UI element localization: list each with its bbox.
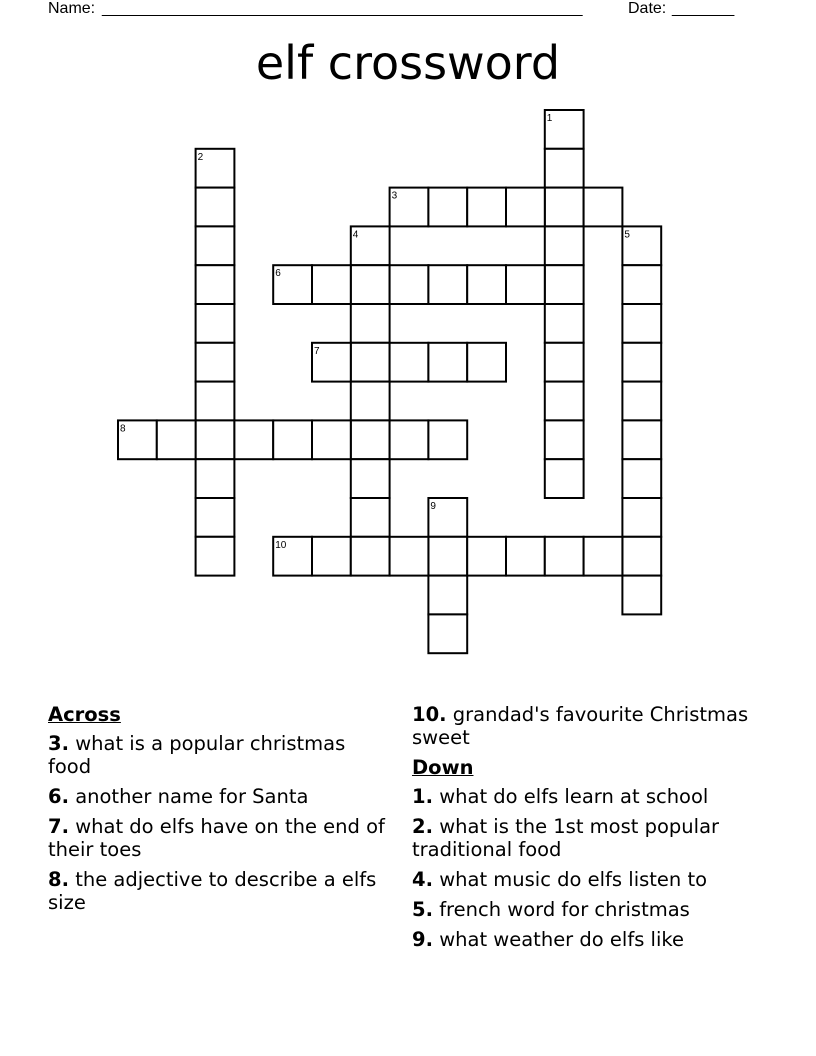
grid-cell[interactable] xyxy=(622,498,661,537)
grid-cell[interactable] xyxy=(196,420,235,459)
clue-number: 10. xyxy=(412,703,447,726)
clue-number: 5. xyxy=(412,898,433,921)
grid-cell[interactable] xyxy=(196,498,235,537)
grid-cell[interactable] xyxy=(584,188,623,227)
grid-cell[interactable] xyxy=(545,343,584,382)
grid-cell[interactable] xyxy=(545,420,584,459)
grid-cell[interactable] xyxy=(234,420,273,459)
grid-cell[interactable] xyxy=(622,576,661,615)
grid-cell[interactable] xyxy=(196,343,235,382)
date-line: _______ xyxy=(672,0,735,17)
grid-cell[interactable] xyxy=(428,343,467,382)
clue-text: what is the 1st most popular traditional food xyxy=(412,815,720,861)
grid-cell[interactable] xyxy=(545,537,584,576)
grid-cell[interactable] xyxy=(351,343,390,382)
grid-cell[interactable] xyxy=(545,149,584,188)
name-line: ______________________________________________________ xyxy=(102,0,583,17)
grid-cell[interactable] xyxy=(273,420,312,459)
grid-cell[interactable] xyxy=(312,420,351,459)
grid-cell[interactable] xyxy=(196,459,235,498)
clue-number: 6. xyxy=(48,785,69,808)
cell-number: 3 xyxy=(391,190,398,202)
clue-text: what do elfs have on the end of their toes xyxy=(48,815,385,861)
grid-cell[interactable] xyxy=(351,304,390,343)
grid-cell[interactable] xyxy=(390,420,429,459)
grid-cell[interactable] xyxy=(584,537,623,576)
grid-cell[interactable] xyxy=(351,420,390,459)
grid-cell[interactable] xyxy=(622,382,661,421)
clue-down-9 xyxy=(412,928,772,951)
grid-cell[interactable] xyxy=(622,537,661,576)
clue-down-4 xyxy=(412,868,772,891)
cell-number: 10 xyxy=(275,539,287,551)
cell-number: 6 xyxy=(275,268,281,280)
grid-cell[interactable] xyxy=(545,226,584,265)
clue-text: what do elfs learn at school xyxy=(439,785,709,808)
page-title: elf crossword xyxy=(255,36,561,90)
grid-cell[interactable] xyxy=(157,420,196,459)
grid-cell[interactable] xyxy=(351,382,390,421)
clue-text: another name for Santa xyxy=(75,785,309,808)
cell-number: 4 xyxy=(352,229,359,241)
grid-cell[interactable] xyxy=(506,537,545,576)
grid-cell[interactable] xyxy=(428,265,467,304)
cell-number: 7 xyxy=(314,345,320,357)
across-heading: Across xyxy=(48,703,121,726)
clue-text: grandad's favourite Christmas sweet xyxy=(412,703,749,749)
clue-across-7 xyxy=(48,815,388,861)
clue-text: french word for christmas xyxy=(439,898,690,921)
clue-text: what is a popular christmas food xyxy=(48,732,346,778)
grid-cell[interactable] xyxy=(467,343,506,382)
grid-cell[interactable] xyxy=(196,304,235,343)
grid-cell[interactable] xyxy=(351,537,390,576)
clue-number: 1. xyxy=(412,785,433,808)
clue-number: 8. xyxy=(48,868,69,891)
clue-number: 7. xyxy=(48,815,69,838)
grid-cell[interactable] xyxy=(545,265,584,304)
clue-number: 4. xyxy=(412,868,433,891)
grid-cell[interactable] xyxy=(351,498,390,537)
clue-across-3 xyxy=(48,732,388,778)
clue-number: 2. xyxy=(412,815,433,838)
grid-cell[interactable] xyxy=(312,265,351,304)
cell-number: 2 xyxy=(197,151,204,163)
grid-cell[interactable] xyxy=(506,265,545,304)
clue-down-2 xyxy=(412,815,772,861)
grid-cell[interactable] xyxy=(196,226,235,265)
clue-down-5 xyxy=(412,898,772,921)
down-heading: Down xyxy=(412,756,474,779)
clue-number: 3. xyxy=(48,732,69,755)
clue-column-right xyxy=(412,703,772,958)
grid-cell[interactable] xyxy=(428,576,467,615)
cell-number: 8 xyxy=(120,423,126,435)
grid-cell[interactable] xyxy=(622,420,661,459)
name-label: Name: xyxy=(48,0,96,17)
grid-cell[interactable] xyxy=(428,188,467,227)
grid-cell[interactable] xyxy=(545,459,584,498)
grid-cell[interactable] xyxy=(467,188,506,227)
grid-cell[interactable] xyxy=(545,304,584,343)
grid-cell[interactable] xyxy=(428,420,467,459)
grid-cell[interactable] xyxy=(351,459,390,498)
clue-text: what music do elfs listen to xyxy=(439,868,708,891)
cell-number: 5 xyxy=(624,229,630,241)
grid-cell[interactable] xyxy=(545,382,584,421)
clue-number: 9. xyxy=(412,928,433,951)
grid-cell[interactable] xyxy=(196,382,235,421)
grid-cell[interactable] xyxy=(622,343,661,382)
clue-text: what weather do elfs like xyxy=(439,928,684,951)
grid-cell[interactable] xyxy=(196,188,235,227)
grid-cell[interactable] xyxy=(390,265,429,304)
clue-down-1 xyxy=(412,785,772,808)
grid-cell[interactable] xyxy=(545,188,584,227)
grid-cell[interactable] xyxy=(312,537,351,576)
clue-across-8 xyxy=(48,868,388,914)
clue-text: the adjective to describe a elfs size xyxy=(48,868,377,914)
clue-across-6 xyxy=(48,785,388,808)
date-label: Date: xyxy=(628,0,667,17)
clue-across-10 xyxy=(412,703,772,749)
grid-cell[interactable] xyxy=(390,537,429,576)
grid-cell[interactable] xyxy=(467,265,506,304)
cell-number: 9 xyxy=(430,501,436,512)
grid-cell[interactable] xyxy=(467,537,506,576)
grid-cell[interactable] xyxy=(622,459,661,498)
grid-cell[interactable] xyxy=(196,265,235,304)
grid-cell[interactable] xyxy=(622,265,661,304)
grid-cell[interactable] xyxy=(390,343,429,382)
grid-cell[interactable] xyxy=(622,304,661,343)
grid-cell[interactable] xyxy=(428,537,467,576)
grid-cell[interactable] xyxy=(428,614,467,653)
cell-number: 1 xyxy=(546,113,553,124)
grid-cell[interactable] xyxy=(506,188,545,227)
grid-cell[interactable] xyxy=(351,265,390,304)
clue-column-left xyxy=(48,703,388,921)
grid-cell[interactable] xyxy=(196,537,235,576)
